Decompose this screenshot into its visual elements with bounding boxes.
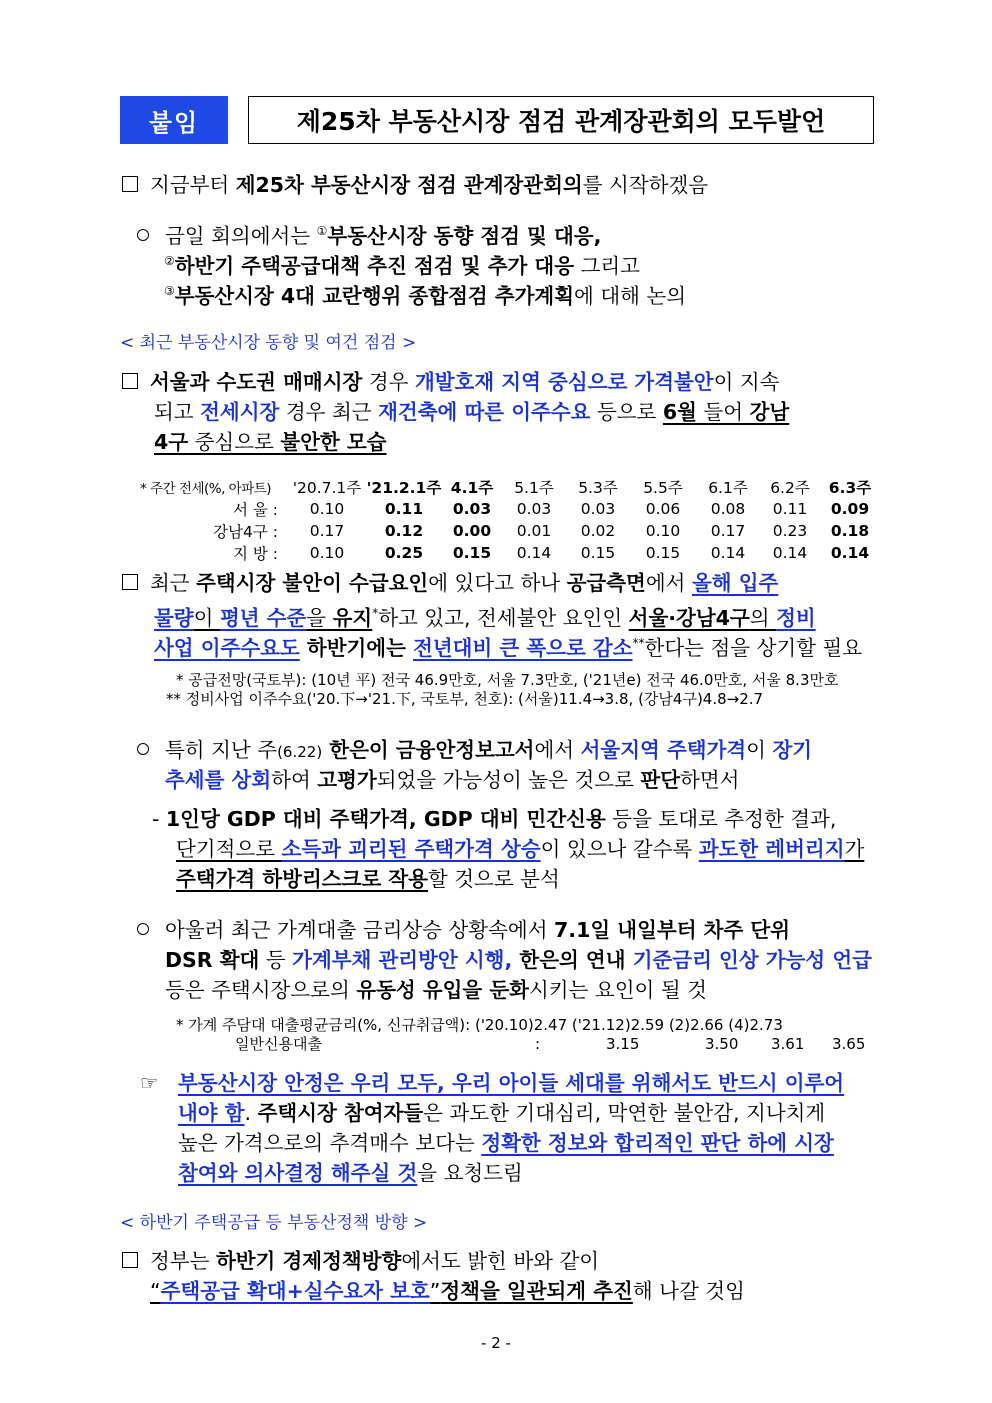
table-cell: 0.03 <box>580 500 616 518</box>
p2-line-1: 최근 주택시장 불안이 수급요인에 있다고 하나 공급측면에서 올해 입주 <box>122 570 778 596</box>
table-cell: 0.25 <box>384 544 424 562</box>
table-cell: 0.18 <box>830 522 870 540</box>
p4-footnote-2-value: 3.65 <box>832 1035 866 1053</box>
intro-line-4: ③부동산시장 4대 교란행위 종합점검 추가계획에 대해 논의 <box>164 283 687 308</box>
p3-line-4: 단기적으로 소득과 괴리된 주택가격 상승이 있으나 갈수록 과도한 레버리지가 <box>176 837 865 861</box>
table-cell: 0.01 <box>516 522 552 540</box>
col-header: 4.1주 <box>450 479 494 497</box>
table-cell: 0.15 <box>645 544 681 562</box>
col-header: 5.5주 <box>643 479 683 497</box>
col-header: 5.3주 <box>578 479 618 497</box>
p5-line-2: 내야 함. 주택시장 참여자들은 과도한 기대심리, 막연한 불안감, 지나치게 <box>178 1101 826 1125</box>
circle-bullet-icon <box>137 743 149 755</box>
p3-line-5: 주택가격 하방리스크로 작용할 것으로 분석 <box>176 867 560 891</box>
p1-line-1: 서울과 수도권 매매시장 경우 개발호재 지역 중심으로 가격불안이 지속 <box>122 369 780 395</box>
table-cell: 0.10 <box>645 522 681 540</box>
square-bullet-icon <box>122 373 138 389</box>
p2-line-3: 사업 이주수요도 하반기에는 전년대비 큰 폭으로 감소**한다는 점을 상기할 필요 <box>154 635 863 660</box>
p2-footnote-1: * 공급전망(국토부): (10년 平) 전국 46.9만호, 서울 7.3만호, ('21년e) 전국 46.0만호, 서울 8.3만호 <box>176 671 839 689</box>
table-cell: 0.15 <box>452 544 492 562</box>
table-cell: 0.14 <box>516 544 552 562</box>
p3-line-1: 특히 지난 주(6.22) 한은이 금융안정보고서에서 서울지역 주택가격이 장기 <box>137 737 812 765</box>
circle-bullet-icon <box>137 923 149 935</box>
table-cell: 0.12 <box>384 522 424 540</box>
p1-line-2: 되고 전세시장 경우 최근 재건축에 따른 이주수요 등으로 6월 들어 강남 <box>154 400 790 424</box>
square-bullet-icon <box>122 574 138 590</box>
intro-line-3: ②하반기 주택공급대책 추진 점검 및 추가 대응 그리고 <box>164 253 640 278</box>
section-heading-market-trends: < 최근 부동산시장 동향 및 여건 점검 > <box>120 333 417 353</box>
table-cell: 0.09 <box>830 500 870 518</box>
p2-footnote-2: ** 정비사업 이주수요('20.下→'21.下, 국토부, 천호): (서울)11.4→3.8, (강남4구)4.8→2.7 <box>166 690 764 708</box>
row-label: 서 울 : <box>232 501 278 519</box>
table-row <box>140 498 880 520</box>
table-row <box>140 520 880 542</box>
p4-footnote-2-value: 3.50 <box>705 1035 739 1053</box>
table-cell: 0.15 <box>580 544 616 562</box>
p4-footnote-2-colon: : <box>535 1035 541 1053</box>
p4-footnote-2-value: 3.61 <box>771 1035 805 1053</box>
p5-line-1: ☞ 부동산시장 안정은 우리 모두, 우리 아이들 세대를 위해서도 반드시 이루어 <box>140 1071 845 1095</box>
col-header: 5.1주 <box>514 479 554 497</box>
p6-line-2: “주택공급 확대+실수요자 보호”정책을 일관되게 추진해 나갈 것임 <box>150 1279 745 1303</box>
table-label: * 주간 전세(%, 아파트) <box>140 481 272 497</box>
table-cell: 0.14 <box>710 544 746 562</box>
page-title: 제25차 부동산시장 점검 관계장관회의 모두발언 <box>248 96 874 144</box>
square-bullet-icon <box>122 176 138 192</box>
table-cell: 0.14 <box>772 544 808 562</box>
circle-bullet-icon <box>137 229 149 241</box>
p3-line-3: - 1인당 GDP 대비 주택가격, GDP 대비 민간신용 등을 토대로 추정한 결과, <box>152 807 837 831</box>
table-cell: 0.11 <box>384 500 424 518</box>
p2-line-2: 물량이 평년 수준을 유지*하고 있고, 전세불안 요인인 서울·강남4구의 정비 <box>154 605 816 630</box>
intro-line-2: 금일 회의에서는 ①부동산시장 동향 점검 및 대응, <box>137 218 601 249</box>
p5-line-4: 참여와 의사결정 해주실 것을 요청드림 <box>178 1161 523 1185</box>
p4-line-2: DSR 확대 등 가계부채 관리방안 시행, 한은의 연내 기준금리 인상 가능성 언급 <box>165 948 872 972</box>
table-cell: 0.06 <box>645 500 681 518</box>
intro-line-1: 지금부터 제25차 부동산시장 점검 관계장관회의를 시작하겠음 <box>122 172 708 198</box>
section-heading-policy-direction: < 하반기 주택공급 등 부동산정책 방향 > <box>120 1213 428 1233</box>
col-header: 6.2주 <box>770 479 810 497</box>
row-label: 강남4구 : <box>213 523 278 541</box>
table-row <box>140 542 880 564</box>
p6-line-1: 정부는 하반기 경제정책방향에서도 밝힌 바와 같이 <box>122 1248 599 1274</box>
table-cell: 0.08 <box>710 500 746 518</box>
table-header-row <box>140 476 880 498</box>
page-number: - 2 - <box>481 1334 511 1352</box>
row-label: 지 방 : <box>232 545 278 563</box>
table-cell: 0.10 <box>309 500 345 518</box>
table-cell: 0.02 <box>580 522 616 540</box>
pointing-hand-icon: ☞ <box>140 1071 159 1095</box>
table-cell: 0.03 <box>452 500 492 518</box>
weekly-jeonse-table <box>140 476 880 564</box>
p4-footnote-2-label: 일반신용대출 <box>235 1035 322 1053</box>
table-cell: 0.10 <box>309 544 345 562</box>
table-cell: 0.23 <box>772 522 808 540</box>
square-bullet-icon <box>122 1252 138 1268</box>
p4-footnote-1: * 가계 주담대 대출평균금리(%, 신규취급액): ('20.10)2.47 ('21.12)2.59 (2)2.66 (4)2.73 <box>176 1016 783 1034</box>
p4-footnote-2-value: 3.15 <box>606 1035 640 1053</box>
table-cell: 0.17 <box>309 522 345 540</box>
col-header: 6.1주 <box>708 479 748 497</box>
attachment-badge: 붙임 <box>120 96 228 144</box>
table-cell: 0.14 <box>830 544 870 562</box>
col-header: '20.7.1주 <box>292 479 362 497</box>
table-cell: 0.11 <box>772 500 808 518</box>
table-cell: 0.00 <box>452 522 492 540</box>
table-cell: 0.17 <box>710 522 746 540</box>
p1-line-3: 4구 중심으로 불안한 모습 <box>154 430 387 454</box>
p4-line-1: 아울러 최근 가계대출 금리상승 상황속에서 7.1일 내일부터 차주 단위 <box>137 917 790 943</box>
p3-line-2: 추세를 상회하여 고평가되었을 가능성이 높은 것으로 판단하면서 <box>165 768 740 792</box>
col-header: '21.2.1주 <box>366 479 442 497</box>
table-cell: 0.03 <box>516 500 552 518</box>
col-header: 6.3주 <box>828 479 872 497</box>
p5-line-3: 높은 가격으로의 추격매수 보다는 정확한 정보와 합리적인 판단 하에 시장 <box>178 1131 834 1155</box>
p4-line-3: 등은 주택시장으로의 유동성 유입을 둔화시키는 요인이 될 것 <box>165 978 707 1002</box>
